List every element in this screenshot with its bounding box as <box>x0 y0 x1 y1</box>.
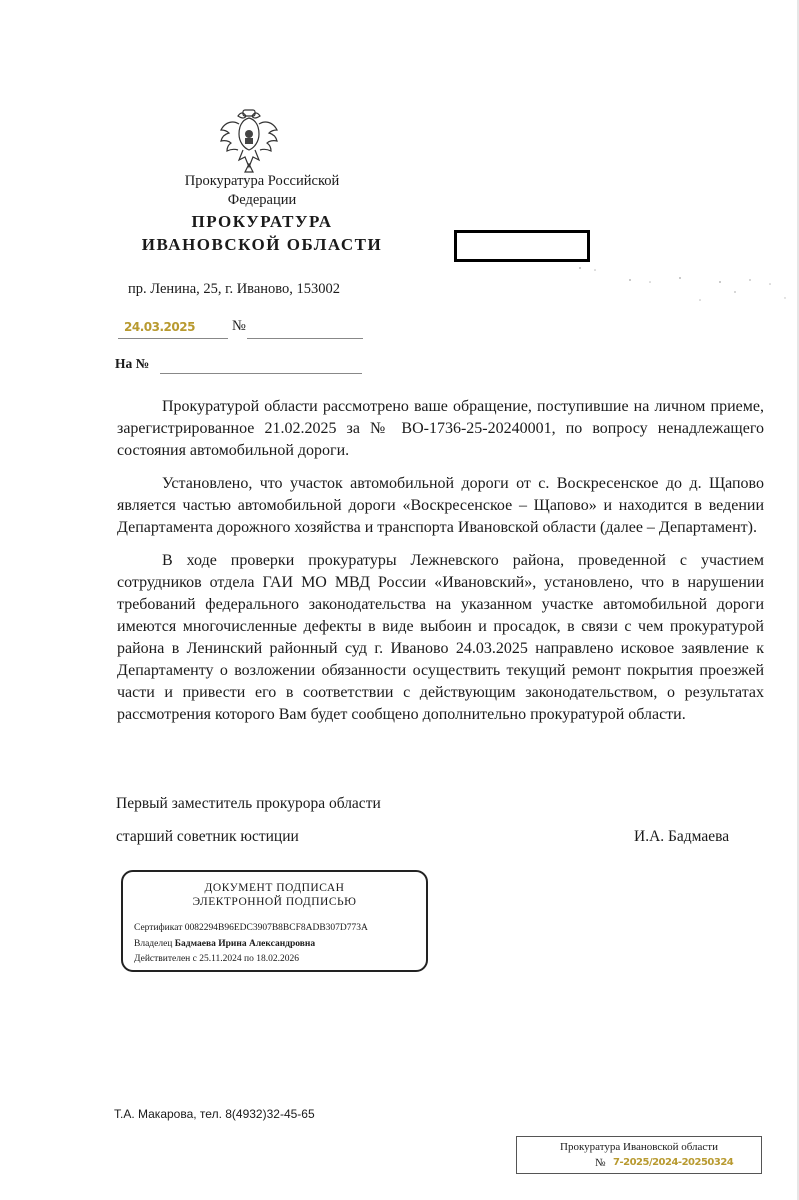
coat-of-arms-emblem <box>216 108 282 176</box>
esign-cert-label: Сертификат <box>134 923 183 933</box>
esign-valid-to: 18.02.2026 <box>256 954 299 964</box>
executor-contact: Т.А. Макарова, тел. 8(4932)32-45-65 <box>114 1107 315 1121</box>
esign-owner-value: Бадмаева Ирина Александровна <box>174 939 316 949</box>
esign-heading <box>123 881 426 909</box>
esign-owner-label: Владелец <box>134 939 173 949</box>
body-paragraph-2: Установлено, что участок автомобильной дороги от с. Воскресенское до д. Щапово является частью автомобильной дороги «Воскресенское – Щапово» и находится в ведении Департамента дорожного хозяйства и транспорта Ивановской области (далее – Департамент). <box>117 475 764 536</box>
signatory-rank: старший советник юстиции <box>116 828 299 845</box>
esign-owner-row <box>134 939 315 949</box>
number-underline <box>247 338 363 339</box>
office-name-line1: ПРОКУРАТУРА <box>191 212 333 231</box>
signatory-position: Первый заместитель прокурора области <box>116 795 381 812</box>
office-name-line2: ИВАНОВСКОЙ ОБЛАСТИ <box>141 235 383 254</box>
letter-body <box>117 396 764 726</box>
esign-validity-row <box>134 954 299 964</box>
outgoing-number-label: № <box>232 318 246 334</box>
esign-valid-from: 25.11.2024 <box>199 954 242 964</box>
body-paragraph-3: В ходе проверки прокуратуры Лежневского района, проведенной с участием сотрудников отдела ГАИ МО МВД России «Ивановский», установлено, что в нарушении требований федерального законодательства на указанном участке автомобильной дороги имеются многочисленные дефекты в виде выбоин и просадок, в связи с чем прокуратурой района в Ленинский районный суд г. Иваново 24.03.2025 направлено исковое заявление к Департаменту о возложении обязанности осуществить текущий ремонт покрытия проезжей части и привести его в соответствии с действующим законодательством, о результатах рассмотрения которого Вам будет сообщено дополнительно прокуратурой области. <box>117 552 764 723</box>
registration-number-label: № <box>595 1157 606 1169</box>
esign-heading-line1: ДОКУМЕНТ ПОДПИСАН <box>204 882 345 894</box>
outgoing-date-stamp: 24.03.2025 <box>124 320 195 334</box>
reply-to-number-label: На № <box>115 356 150 371</box>
scan-specks <box>560 260 790 330</box>
registration-stamp-box <box>516 1136 762 1174</box>
signatory-name: И.А. Бадмаева <box>634 828 730 845</box>
reply-number-underline <box>160 373 362 374</box>
esign-cert-value: 0082294B96EDC3907B8BCF8ADB307D773A <box>184 923 368 933</box>
registration-number-stamp: 7-2025/2024-20250324 <box>613 1157 734 1168</box>
esign-valid-label: Действителен с <box>134 954 197 964</box>
org-header <box>112 172 412 256</box>
office-address: пр. Ленина, 25, г. Иваново, 153002 <box>128 281 341 297</box>
org-name-line1: Прокуратура Российской <box>184 173 340 189</box>
esign-valid-to-label: по <box>244 954 254 964</box>
esign-heading-line2: ЭЛЕКТРОННОЙ ПОДПИСЬЮ <box>192 896 357 908</box>
redacted-recipient-box <box>454 230 590 262</box>
esign-certificate-row <box>134 923 368 933</box>
electronic-signature-stamp <box>121 870 428 972</box>
body-paragraph-1: Прокуратурой области рассмотрено ваше обращение, поступившие на личном приеме, зарегистрированное 21.02.2025 за № ВО-1736-25-20240001, по вопросу ненадлежащего состояния автомобильной дороги. <box>117 398 764 459</box>
org-name-line2: Федерации <box>227 192 297 208</box>
registration-org: Прокуратура Ивановской области <box>560 1141 718 1153</box>
date-underline <box>118 338 228 339</box>
